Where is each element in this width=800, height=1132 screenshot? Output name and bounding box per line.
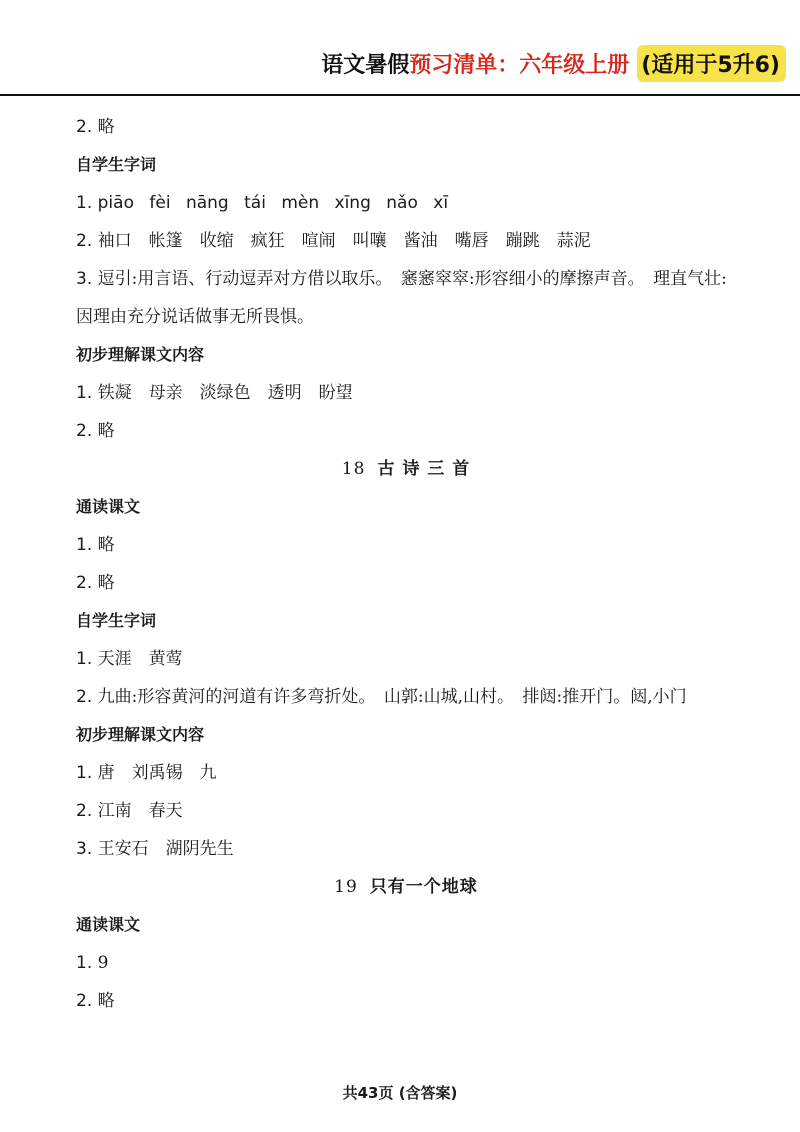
answer-line [76,108,736,146]
item-text: 袖口 帐篷 收缩 疯狂 喧闹 叫嚷 酱油 嘴唇 蹦跳 蒜泥 [97,231,591,251]
answer-line [76,260,736,336]
item-text: 略 [97,117,115,137]
header-divider [0,94,800,96]
item-number: 2. [76,117,93,137]
answer-line [76,830,736,868]
item-number: 1. [76,763,93,783]
section-heading: 通读课文 [76,497,141,516]
section-heading: 初步理解课文内容 [76,725,205,744]
answer-line [76,184,736,222]
item-text: 略 [97,573,115,593]
item-number: 2. [76,573,93,593]
section-heading: 通读课文 [76,915,141,934]
item-number: 3. [76,269,93,289]
header-title-black: 语文暑假 [321,52,410,78]
item-number: 1. [76,649,93,669]
lesson-title [76,450,736,488]
item-text: 9 [97,953,109,973]
answer-line [76,944,736,982]
header-title-red: 预习清单：六年级上册 [409,52,630,78]
section-heading: 自学生字词 [76,155,157,174]
answer-line [76,678,736,716]
item-number: 1. [76,193,93,213]
item-text: 唐 刘禹锡 九 [97,763,217,783]
item-text: 天涯 黄莺 [97,649,183,669]
header-grade-badge: (适用于5升6) [637,45,786,82]
item-text: 九曲:形容黄河的河道有许多弯折处。 山郭:山城,山村。 排闼:推开门。闼,小门 [97,687,687,707]
answer-line [76,222,736,260]
item-number: 2. [76,991,93,1011]
item-number: 2. [76,421,93,441]
item-text: 略 [97,421,115,441]
item-text: 王安石 湖阴先生 [97,839,234,859]
item-text: 略 [97,991,115,1011]
item-number: 2. [76,231,93,251]
answer-line [76,640,736,678]
lesson-number: 18 [341,459,366,479]
item-number: 1. [76,383,93,403]
pinyin-text: piāo fèi nāng tái mèn xīng nǎo xī [97,193,449,213]
item-number: 1. [76,953,93,973]
lesson-number: 19 [334,877,358,897]
item-number: 1. [76,535,93,555]
lesson-name: 只有一个地球 [369,877,478,897]
item-text: 逗引:用言语、行动逗弄对方借以取乐。 窸窸窣窣:形容细小的摩擦声音。 理直气壮:因理由充分说话做事无所畏惧。 [76,269,727,327]
answer-line [76,982,736,1020]
item-number: 3. [76,839,93,859]
item-number: 2. [76,687,93,707]
item-text: 江南 春天 [97,801,183,821]
answer-line [76,526,736,564]
lesson-name: 古 诗 三 首 [377,459,471,479]
page-footer: 共43页 (含答案) [342,1084,458,1102]
lesson-title [76,868,736,906]
answer-line [76,412,736,450]
answer-line [76,792,736,830]
answer-line [76,754,736,792]
section-heading: 初步理解课文内容 [76,345,205,364]
item-text: 略 [97,535,115,555]
item-text: 铁凝 母亲 淡绿色 透明 盼望 [97,383,353,403]
answer-content [76,108,736,1020]
page-header [321,42,786,84]
item-number: 2. [76,801,93,821]
answer-line [76,564,736,602]
answer-line [76,374,736,412]
section-heading: 自学生字词 [76,611,157,630]
